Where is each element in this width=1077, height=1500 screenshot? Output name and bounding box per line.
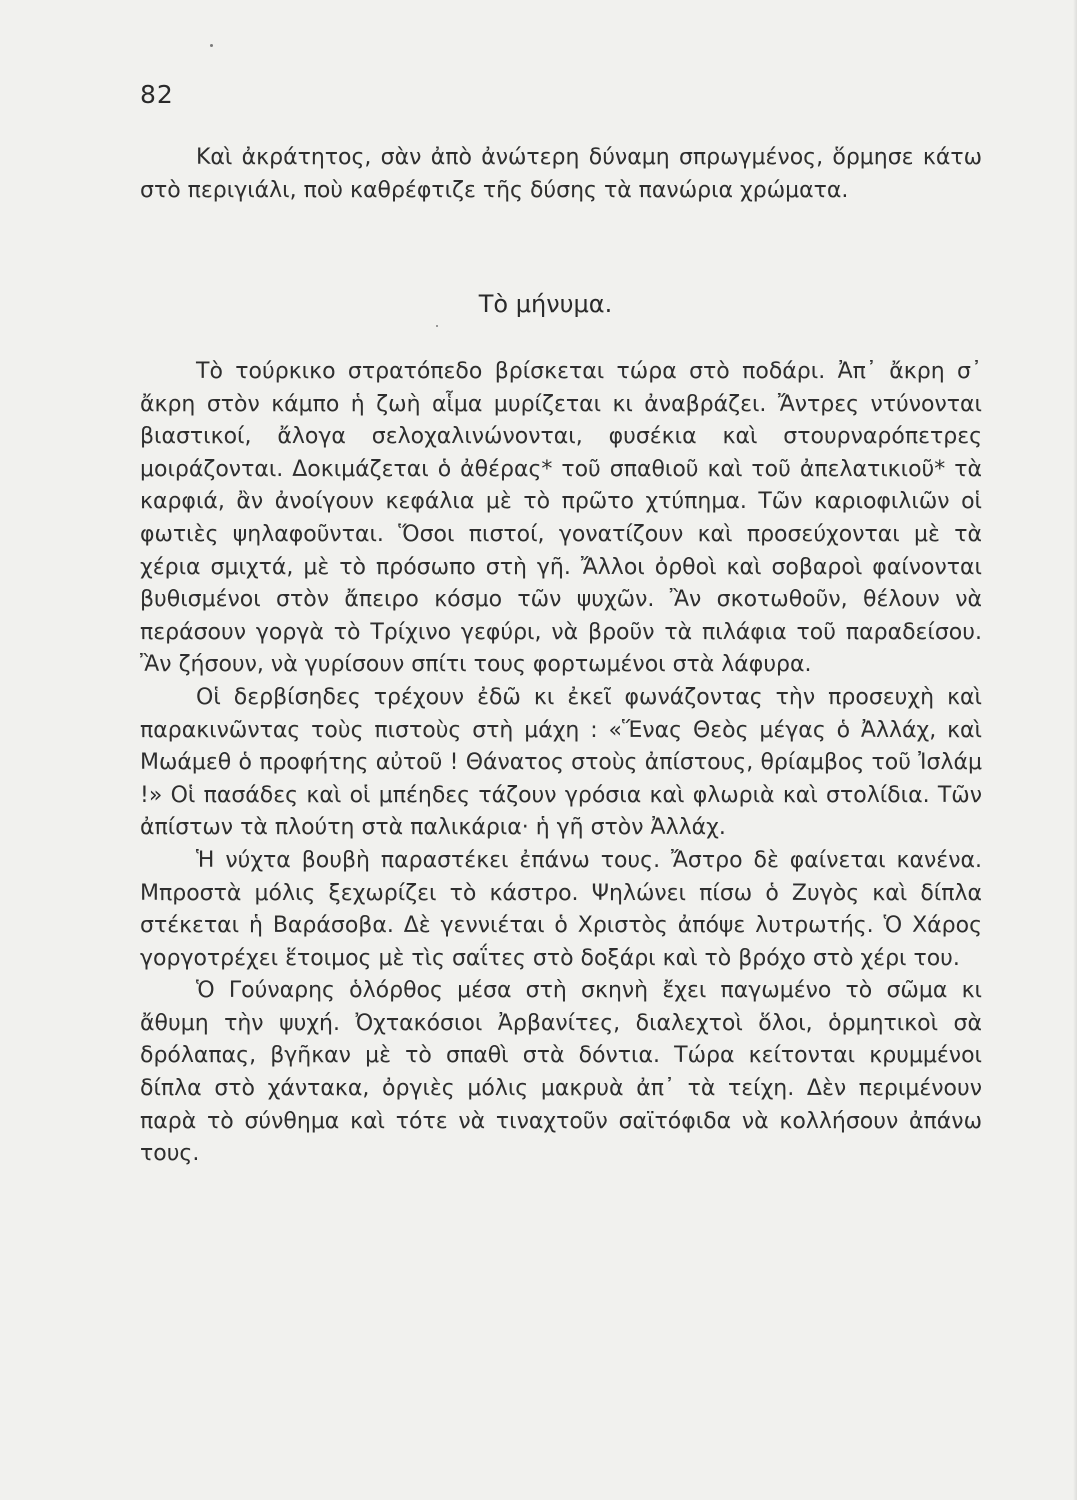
paper-speck [210,44,213,47]
section-title [0,288,1077,320]
paragraph-1: Τὸ τούρκικο στρατόπεδο βρίσκεται τώρα στὸ ποδάρι. Ἀπ᾽ ἄκρη σ᾽ ἄκρη στὸν κάμπο ἡ ζωὴ αἷμα μυρίζεται κι ἀναβράζει. Ἄντρες ντύνονται βιαστικοί, ἄλογα σελοχαλινώνονται, φυσέκια καὶ στουρναρόπετρες μοιράζονται. Δοκιμάζεται ὁ ἀθέρας* τοῦ σπαθιοῦ καὶ τοῦ ἀπελατικιοῦ* τὰ καρφιά, ἂν ἀνοίγουν κεφάλια μὲ τὸ πρῶτο χτύπημα. Τῶν καριοφιλιῶν οἱ φωτιὲς ψηλαφοῦνται. Ὅσοι πιστοί, γονατίζουν καὶ προσεύχονται μὲ τὰ χέρια σμιχτά, μὲ τὸ πρόσωπο στὴ γῆ. Ἄλλοι ὀρθοὶ καὶ σοβαροὶ φαίνονται βυθισμένοι στὸν ἄπειρο κόσμο τῶν ψυχῶν. Ἂν σκοτωθοῦν, θέλουν νὰ περάσουν γοργὰ τὸ Τρίχινο γεφύρι, νὰ βροῦν τὰ πιλάφια τοῦ παραδείσου. Ἂν ζήσουν, νὰ γυρίσουν σπίτι τους φορτωμένοι στὰ λάφυρα. [140,359,982,678]
paragraph-3: Ἡ νύχτα βουβὴ παραστέκει ἐπάνω τους. Ἄστρο δὲ φαίνεται κανένα. Μπροστὰ μόλις ξεχωρίζει τὸ κάστρο. Ψηλώνει πίσω ὁ Ζυγὸς καὶ δίπλα στέκεται ἡ Βαράσοβα. Δὲ γεννιέται ὁ Χριστὸς ἀπόψε λυτρωτής. Ὁ Χάρος γοργοτρέχει ἕτοιμος μὲ τὶς σαΐτες στὸ δοξάρι καὶ τὸ βρόχο στὸ χέρι του. [140,847,982,971]
page-number: 82 [140,80,174,109]
opening-paragraph: Καὶ ἀκράτητος, σὰν ἀπὸ ἀνώτερη δύναμη σπρωγμένος, ὅρμησε κάτω στὸ περιγιάλι, ποὺ καθρέφτιζε τῆς δύσης τὰ πανώρια χρώματα. [140,145,982,203]
paper-speck [436,325,438,327]
page-edge-shadow [1073,0,1077,1500]
paragraph-2: Οἱ δερβίσηδες τρέχουν ἐδῶ κι ἐκεῖ φωνάζοντας τὴν προσευχὴ καὶ παρακινῶντας τοὺς πιστοὺς στὴ μάχη : «Ἕνας Θεὸς μέγας ὁ Ἀλλάχ, καὶ Μωάμεθ ὁ προφήτης αὐτοῦ ! Θάνατος στοὺς ἀπίστους, θρίαμβος τοῦ Ἰσλάμ !» Οἱ πασάδες καὶ οἱ μπέηδες τάζουν γρόσια καὶ φλωριὰ καὶ στολίδια. Τῶν ἀπίστων τὰ πλούτη στὰ παλικάρια· ἡ γῆ στὸν Ἀλλάχ. [140,684,982,841]
body-text [140,356,982,1171]
paragraph-4: Ὁ Γούναρης ὁλόρθος μέσα στὴ σκηνὴ ἔχει παγωμένο τὸ σῶμα κι ἄθυμη τὴν ψυχή. Ὀχτακόσιοι Ἀρβανίτες, διαλεχτοὶ ὅλοι, ὁρμητικοὶ σὰ δρόλαπας, βγῆκαν μὲ τὸ σπαθὶ στὰ δόντια. Τώρα κείτονται κρυμμένοι δίπλα στὸ χάντακα, ὀργιὲς μόλις μακρυὰ ἀπ᾽ τὰ τείχη. Δὲν περιμένουν παρὰ τὸ σύνθημα καὶ τότε νὰ τιναχτοῦν σαϊτόφιδα νὰ κολλήσουν ἀπάνω τους. [140,978,982,1167]
opening-paragraph-block [140,142,982,207]
section-title-text: Τὸ μήνυμα. [478,290,613,318]
